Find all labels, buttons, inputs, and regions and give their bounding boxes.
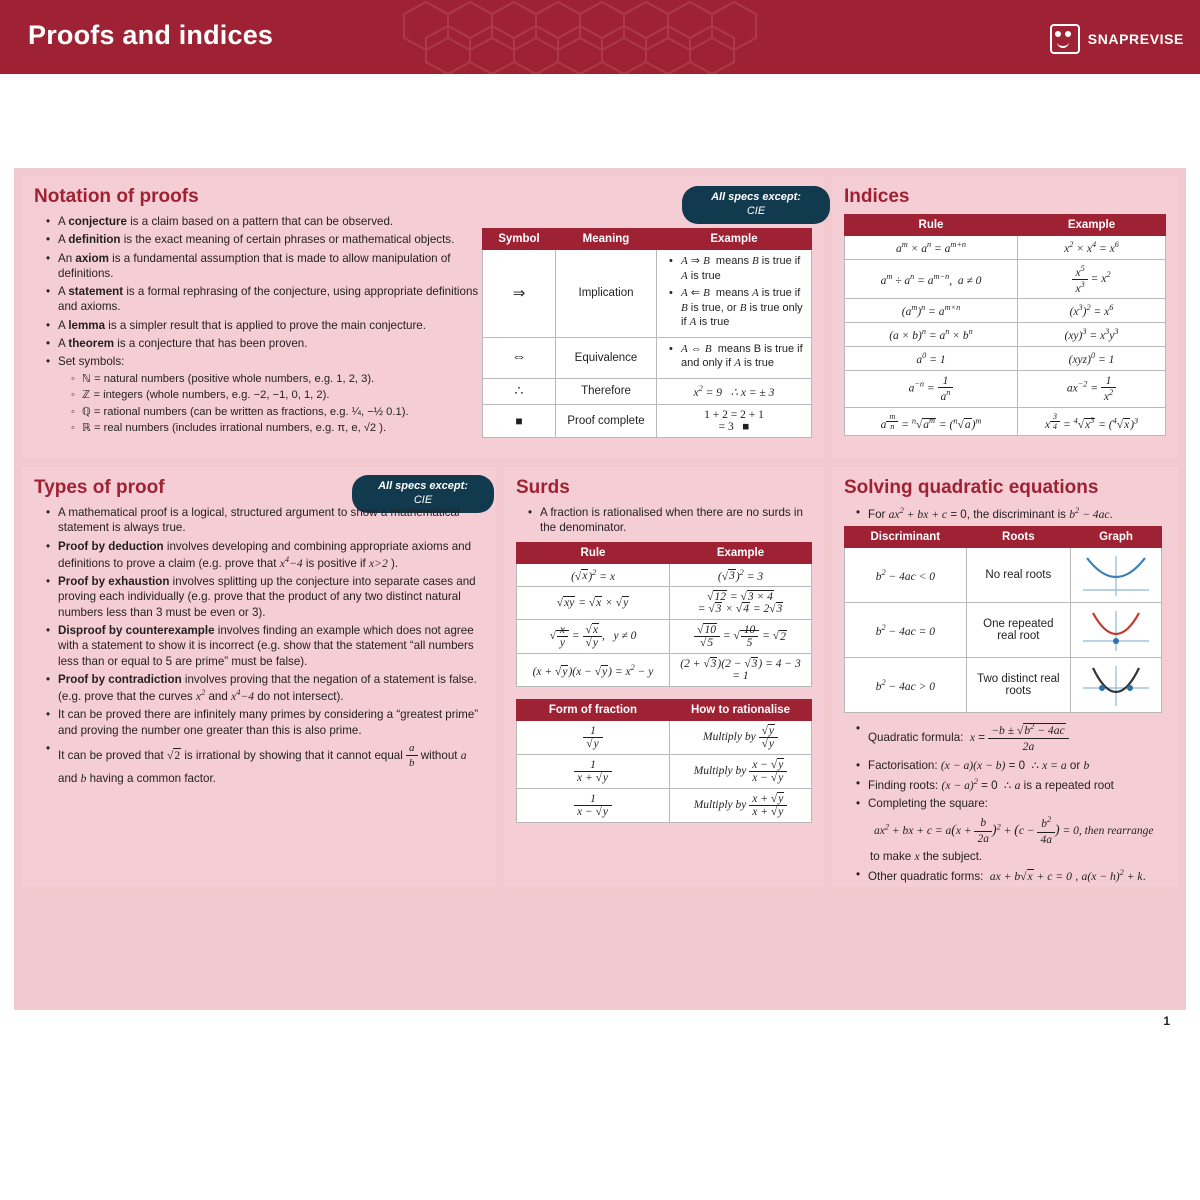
surds-rationalise-table xyxy=(516,699,812,823)
indices-table xyxy=(844,214,1166,436)
list-item: • A fraction is rationalised when there are no surds in the denominator. xyxy=(530,505,812,536)
list-item: • A lemma is a simpler result that is applied to prove the main conjecture. xyxy=(48,318,490,333)
table-header-row xyxy=(845,215,1166,236)
cell-symbol: ⇔ xyxy=(483,337,556,378)
cell-rule: √xy = √x × √y xyxy=(517,587,670,620)
th-how: How to rationalise xyxy=(670,700,812,721)
list-item: • Other quadratic forms: ax + b√x + c = 0 , $a(x - h)^2 + k$. xyxy=(858,867,1166,884)
cell-example: $(√3)^2 = 3$ xyxy=(670,563,812,587)
notation-bullets xyxy=(34,214,490,436)
cell-graph xyxy=(1071,603,1162,658)
list-item: • A conjecture is a claim based on a pattern that can be observed. xyxy=(48,214,490,229)
specs-badge-bottom: CIE xyxy=(413,493,433,506)
table-row xyxy=(845,370,1166,407)
quadratics-lead xyxy=(844,505,1166,522)
list-item: • A ⇒ B means B is true if A is true xyxy=(671,254,805,283)
cell-symbol: ⇒ xyxy=(483,250,556,338)
th-graph: Graph xyxy=(1071,527,1162,548)
cell-rule: $a^0 = 1$ xyxy=(845,347,1018,371)
list-item: • A ⇔ B means B is true if and only if A is true xyxy=(671,342,805,371)
table-row xyxy=(483,378,812,404)
cell-rule: $(a^m)^n = a^{m\times n}$ xyxy=(845,299,1018,323)
list-item: • A mathematical proof is a logical, structured argument to show a mathematical statement is always true. xyxy=(48,505,484,536)
cell-example: 1 + 2 = 2 + 1 = 3 ■ xyxy=(657,404,812,437)
list-item: • A definition is the exact meaning of certain phrases or mathematical objects. xyxy=(48,232,490,247)
th-discriminant: Discriminant xyxy=(845,527,967,548)
table-row xyxy=(483,404,812,437)
table-header-row xyxy=(483,229,812,250)
types-bullets xyxy=(34,505,484,786)
surds-bullets xyxy=(516,505,812,536)
table-row xyxy=(845,323,1166,347)
cell-discriminant: $b^2 - 4ac < 0$ xyxy=(845,548,967,603)
content-sheet xyxy=(14,168,1186,1028)
th-rule: Rule xyxy=(845,215,1018,236)
cell-example: $x^2 = 9$ ∴ x = ± 3 xyxy=(657,378,812,404)
cell-form: $\frac{1}{√y}$ xyxy=(517,721,670,755)
list-item: • Quadratic formula: x = $\frac{-b \pm √b^2 - 4ac}{2a}$ xyxy=(858,721,1166,754)
cell-example: (2 + √3)(2 − √3) = 4 − 3 = 1 xyxy=(670,654,812,687)
table-row xyxy=(845,259,1166,299)
cell-example: $\frac{x^5}{x^3}$ = $x^2$ xyxy=(1018,259,1166,299)
table-row xyxy=(517,587,812,620)
indices-title: Indices xyxy=(844,186,910,207)
cell-example: $(xy)^3 = x^3y^3$ xyxy=(1018,323,1166,347)
cell-meaning: Equivalence xyxy=(556,337,657,378)
discriminant-table xyxy=(844,526,1162,713)
specs-badge-top: All specs except: xyxy=(711,191,801,203)
cell-discriminant: $b^2 - 4ac > 0$ xyxy=(845,658,967,713)
specs-badge-top: All specs except: xyxy=(378,480,468,492)
table-row xyxy=(845,236,1166,260)
surds-title: Surds xyxy=(516,477,570,498)
list-item: ◦ ℕ = natural numbers (positive whole numbers, e.g. 1, 2, 3). xyxy=(72,372,490,387)
cell-example: $(x^3)^2 = x^6$ xyxy=(1018,299,1166,323)
cell-example: $x^2 \times x^4 = x^6$ xyxy=(1018,236,1166,260)
cell-example xyxy=(657,337,812,378)
table-row xyxy=(483,337,812,378)
th-example: Example xyxy=(1018,215,1166,236)
cell-example: √12 = √3 × 4 = √3 × √4 = 2√3 xyxy=(670,587,812,620)
brand-name: SNAPREVISE xyxy=(1087,31,1184,47)
list-item: • A theorem is a conjecture that has been proven. xyxy=(48,336,490,351)
cell-rule: $(a \times b)^n = a^n \times b^n$ xyxy=(845,323,1018,347)
cell-rule: $a^m \times a^n = a^{m+n}$ xyxy=(845,236,1018,260)
th-example: Example xyxy=(670,542,812,563)
table-row xyxy=(517,789,812,823)
list-item: • Proof by deduction involves developing and combining appropriate axioms and definitions to prove a claim (e.g. prove that $x^4-4$ is positive if x>2 ). xyxy=(48,539,484,571)
table-row xyxy=(845,548,1162,603)
table-header-row xyxy=(517,542,812,563)
cell-meaning: Proof complete xyxy=(556,404,657,437)
cell-example: $\frac{√10}{√5}$ = √ $\frac{10}{5}$ = √2 xyxy=(670,620,812,654)
list-item: ◦ ℤ = integers (whole numbers, e.g. −2, −1, 0, 1, 2). xyxy=(72,388,490,403)
cell-graph xyxy=(1071,548,1162,603)
quadratics-title: Solving quadratic equations xyxy=(844,477,1099,498)
table-row xyxy=(517,620,812,654)
table-row xyxy=(517,755,812,789)
list-item: • Disproof by counterexample involves finding an example which does not agree with a statement to show it is incorrect (e.g. show that the statement “all numbers less than or equal to 5 are prime” must be false). xyxy=(48,623,484,669)
cell-symbol: ■ xyxy=(483,404,556,437)
table-row xyxy=(845,603,1162,658)
surds-rules-table xyxy=(516,542,812,688)
parabola-one-root-icon xyxy=(1077,607,1155,653)
parabola-two-roots-icon xyxy=(1077,662,1155,708)
notation-symbol-table xyxy=(482,228,812,438)
th-rule: Rule xyxy=(517,542,670,563)
table-row xyxy=(517,563,812,587)
specs-badge-bottom: CIE xyxy=(746,204,766,217)
cell-example: $ax^{-2}$ = $\frac{1}{x^2}$ xyxy=(1018,370,1166,407)
cell-meaning: Implication xyxy=(556,250,657,338)
table-header-row xyxy=(517,700,812,721)
cell-how: Multiply by $\frac{√y}{√y}$ xyxy=(670,721,812,755)
table-row xyxy=(517,654,812,687)
cell-rule: √ $\frac{x}{y}$ = $\frac{√x}{√y}$ , y ≠ 0 xyxy=(517,620,670,654)
table-row xyxy=(483,250,812,338)
th-form: Form of fraction xyxy=(517,700,670,721)
notation-title: Notation of proofs xyxy=(34,186,199,207)
table-row xyxy=(845,658,1162,713)
list-item: • It can be proved there are infinitely many primes by considering a “greatest prime” and proving the number one greater than this is also prime. xyxy=(48,707,484,738)
list-item: • An axiom is a fundamental assumption that is made to allow manipulation of definitions. xyxy=(48,251,490,282)
panel-notation-of-proofs xyxy=(22,176,824,459)
cell-form: $\frac{1}{x + √y}$ xyxy=(517,755,670,789)
cell-symbol: ∴ xyxy=(483,378,556,404)
list-item: • A ⇐ B means A is true if B is true, or B is true only if A is true xyxy=(671,286,805,330)
list-item: • For $ax^2$ + bx + c = 0, the discriminant is $b^2 - 4ac$. xyxy=(858,505,1166,522)
cell-rule: $(x + √y)(x - √y) = x^2 - y$ xyxy=(517,654,670,687)
list-item: • Factorisation: (x − a)(x − b) = 0 ∴ x = a or b xyxy=(858,758,1166,773)
th-symbol: Symbol xyxy=(483,229,556,250)
cell-how: Multiply by $\frac{x + √y}{x + √y}$ xyxy=(670,789,812,823)
panel-types-of-proof xyxy=(22,467,496,887)
list-item: • Set symbols: ◦ ℕ = natural numbers (positive whole numbers, e.g. 1, 2, 3). ◦ ℤ = integers (whole numbers, e.g. −2, −1, 0, 1, 2). ◦ ℚ = rational numbers (can be written as fractions, e.g. ¼, −½ 0.1). ◦ ℝ = real numbers (includes irrational numbers, e.g. π, e, √2 ). xyxy=(48,354,490,436)
table-header-row xyxy=(845,527,1162,548)
table-row xyxy=(845,347,1166,371)
list-item: • Completing the square: $ax^2$ + bx + c = a(x + $\frac{b}{2a}$ )$^2$ + (c − $\frac{b^2}{4a}$ ) = 0, then rearrange to make x the subject. xyxy=(858,796,1166,864)
list-item: • Proof by contradiction involves proving that the negation of a statement is false. (e.g. prove that the curves $x^2$ and $x^4-4$ do not intersect). xyxy=(48,672,484,704)
th-roots: Roots xyxy=(966,527,1070,548)
cell-discriminant: $b^2 - 4ac = 0$ xyxy=(845,603,967,658)
cell-roots: Two distinct real roots xyxy=(966,658,1070,713)
cell-roots: One repeated real root xyxy=(966,603,1070,658)
cell-form: $\frac{1}{x - √y}$ xyxy=(517,789,670,823)
list-item: ◦ ℚ = rational numbers (can be written as fractions, e.g. ¼, −½ 0.1). xyxy=(72,405,490,420)
specs-badge-notation xyxy=(682,186,830,224)
table-row xyxy=(517,721,812,755)
cell-how: Multiply by $\frac{x - √y}{x - √y}$ xyxy=(670,755,812,789)
cell-rule: $(√x)^2 = x$ xyxy=(517,563,670,587)
panel-indices xyxy=(832,176,1178,459)
list-item: ◦ ℝ = real numbers (includes irrational numbers, e.g. π, e, √2 ). xyxy=(72,421,490,436)
set-symbols-list xyxy=(58,372,490,436)
cell-example xyxy=(657,250,812,338)
th-example: Example xyxy=(657,229,812,250)
th-meaning: Meaning xyxy=(556,229,657,250)
page-title: Proofs and indices xyxy=(28,20,274,50)
cell-roots: No real roots xyxy=(966,548,1070,603)
page-header xyxy=(0,0,1200,74)
cell-graph xyxy=(1071,658,1162,713)
list-item: • A statement is a formal rephrasing of the conjecture, using appropriate definitions and axioms. xyxy=(48,284,490,315)
types-title: Types of proof xyxy=(34,477,165,498)
table-row xyxy=(845,407,1166,435)
list-item: • It can be proved that √2 is irrational by showing that it cannot equal $\frac{a}{b}$ without a and b having a common factor. xyxy=(48,741,484,786)
snaprevise-face-icon xyxy=(1050,24,1080,54)
cell-example: (xyz)$^0$ = 1 xyxy=(1018,347,1166,371)
table-row xyxy=(845,299,1166,323)
panel-surds xyxy=(504,467,824,887)
parabola-no-roots-icon xyxy=(1077,552,1155,598)
cell-rule: a $^{\frac{m}{n}}$ = $^n√a^m = (^n√a)^m$ xyxy=(845,407,1018,435)
cell-rule: $a^{-n}$ = $\frac{1}{a^n}$ xyxy=(845,370,1018,407)
cell-meaning: Therefore xyxy=(556,378,657,404)
panel-solving-quadratics xyxy=(832,467,1178,887)
list-item: • Finding roots: $(x - a)^2 = 0$ ∴ a is a repeated root xyxy=(858,776,1166,793)
list-item: • Proof by exhaustion involves splitting up the conjecture into separate cases and proving each individually (e.g. prove that the product of any two distinct natural numbers less than 3 must be even or 3). xyxy=(48,574,484,620)
brand-logo xyxy=(1050,24,1184,54)
quadratics-bullets xyxy=(844,721,1166,884)
page-number: 1 xyxy=(1163,1014,1170,1028)
cell-rule: $a^m \div a^n = a^{m-n}$, a ≠ 0 xyxy=(845,259,1018,299)
cell-example: x $^{\frac{3}{4}}$ = $^4√x^3 = (^4√x)^3$ xyxy=(1018,407,1166,435)
